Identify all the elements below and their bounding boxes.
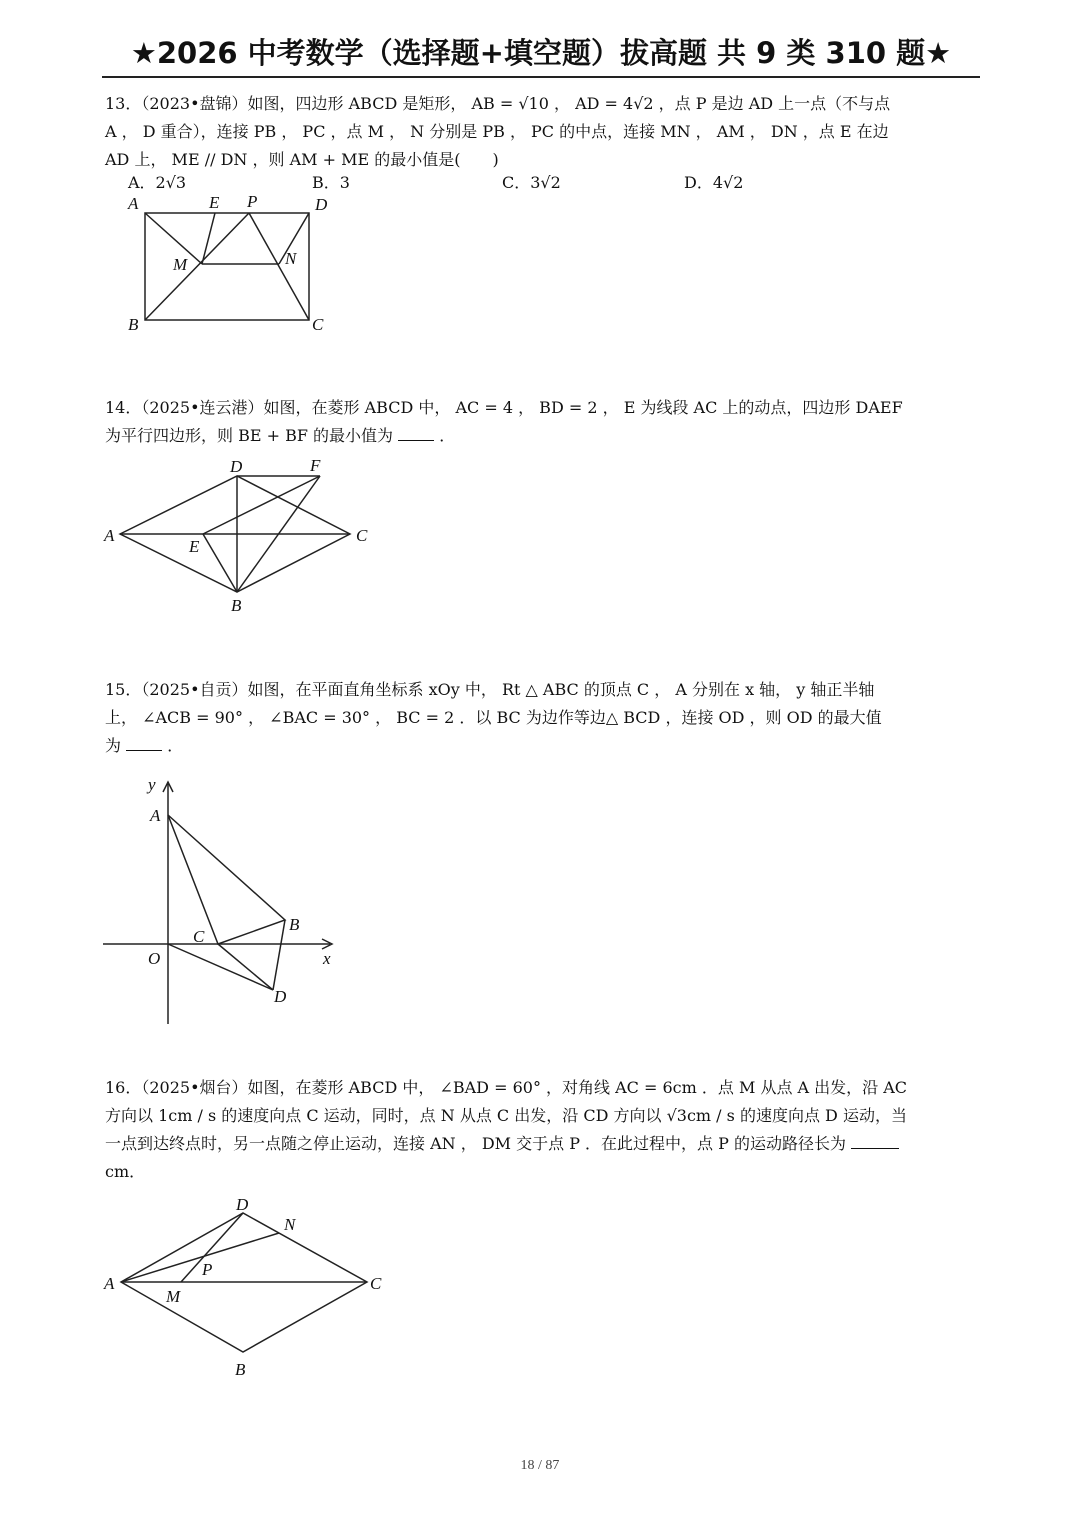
label-o: O — [148, 949, 161, 968]
label-c: C — [193, 927, 205, 946]
option-d: D．4√2 — [684, 173, 744, 192]
label-b: B — [289, 915, 300, 934]
label-e: E — [189, 537, 200, 556]
label-b: B — [235, 1360, 246, 1379]
label-n: N — [284, 1215, 296, 1234]
question-16-line-1: 16．（2025•烟台）如图，在菱形 ABCD 中， ∠BAD = 60° ，对角线 AC = 6cm ．点 M 从点 A 出发，沿 AC — [105, 1078, 908, 1097]
label-c: C — [370, 1274, 382, 1293]
label-d: D — [236, 1195, 249, 1214]
label-n: N — [285, 249, 297, 268]
question-14-line-2-end: ． — [439, 426, 456, 445]
label-d: D — [230, 457, 243, 476]
label-x: x — [323, 949, 331, 968]
question-16-line-3-text: 一点到达终点时，另一点随之停止运动，连接 AN ， DM 交于点 P ．在此过程中，点 P 的运动路径长为 — [105, 1134, 846, 1153]
label-d: D — [315, 195, 328, 214]
label-a: A — [128, 194, 139, 213]
label-c: C — [312, 315, 324, 334]
label-c: C — [356, 526, 368, 545]
question-13-line-1: 13．（2023•盘锦）如图，四边形 ABCD 是矩形， AB = √10 ， AD = 4√2 ，点 P 是边 AD 上一点（不与点 — [105, 94, 891, 113]
label-b: B — [128, 315, 139, 334]
page-title: ★2026 中考数学（选择题+填空题）拔高题 共 9 类 310 题★ — [102, 30, 980, 78]
option-c: C．3√2 — [502, 173, 561, 192]
label-b: B — [231, 596, 242, 615]
label-d: D — [274, 987, 287, 1006]
question-16-line-4: cm． — [105, 1162, 146, 1181]
label-m: M — [166, 1287, 181, 1306]
label-f: F — [310, 456, 321, 475]
question-16-line-2: 方向以 1cm / s 的速度向点 C 运动，同时，点 N 从点 C 出发，沿 CD 方向以 √3cm / s 的速度向点 D 运动，当 — [105, 1106, 907, 1125]
question-13-line-2: A ， D 重合），连接 PB ， PC ，点 M ， N 分别是 PB ， PC 的中点，连接 MN ， AM ， DN ，点 E 在边 — [105, 122, 889, 141]
page-number: 18 / 87 — [520, 1458, 560, 1473]
question-14-line-1: 14．（2025•连云港）如图，在菱形 ABCD 中， AC = 4 ， BD = 2 ， E 为线段 AC 上的动点，四边形 DAEF — [105, 398, 903, 417]
question-15-line-3-end: ． — [167, 736, 184, 755]
label-a: A — [104, 1274, 115, 1293]
question-14-line-2-text: 为平行四边形，则 BE + BF 的最小值为 — [105, 426, 394, 445]
label-p: P — [247, 192, 258, 211]
label-y: y — [148, 775, 156, 794]
question-13-line-3: AD 上， ME // DN ，则 AM + ME 的最小值是( ) — [105, 150, 499, 169]
label-m: M — [173, 255, 188, 274]
question-15-line-1: 15．（2025•自贡）如图，在平面直角坐标系 xOy 中， Rt △ ABC 的顶点 C ， A 分别在 x 轴， y 轴正半轴 — [105, 680, 875, 699]
label-a: A — [104, 526, 115, 545]
question-15-line-2: 上， ∠ACB = 90° ， ∠BAC = 30° ， BC = 2 ．以 BC 为边作等边△ BCD ，连接 OD ，则 OD 的最大值 — [105, 708, 882, 727]
label-p: P — [202, 1260, 213, 1279]
question-15-line-3-text: 为 — [105, 736, 122, 755]
option-b: B．3 — [312, 173, 350, 192]
option-a: A．2√3 — [128, 173, 187, 192]
label-e: E — [209, 193, 220, 212]
label-a: A — [150, 806, 161, 825]
